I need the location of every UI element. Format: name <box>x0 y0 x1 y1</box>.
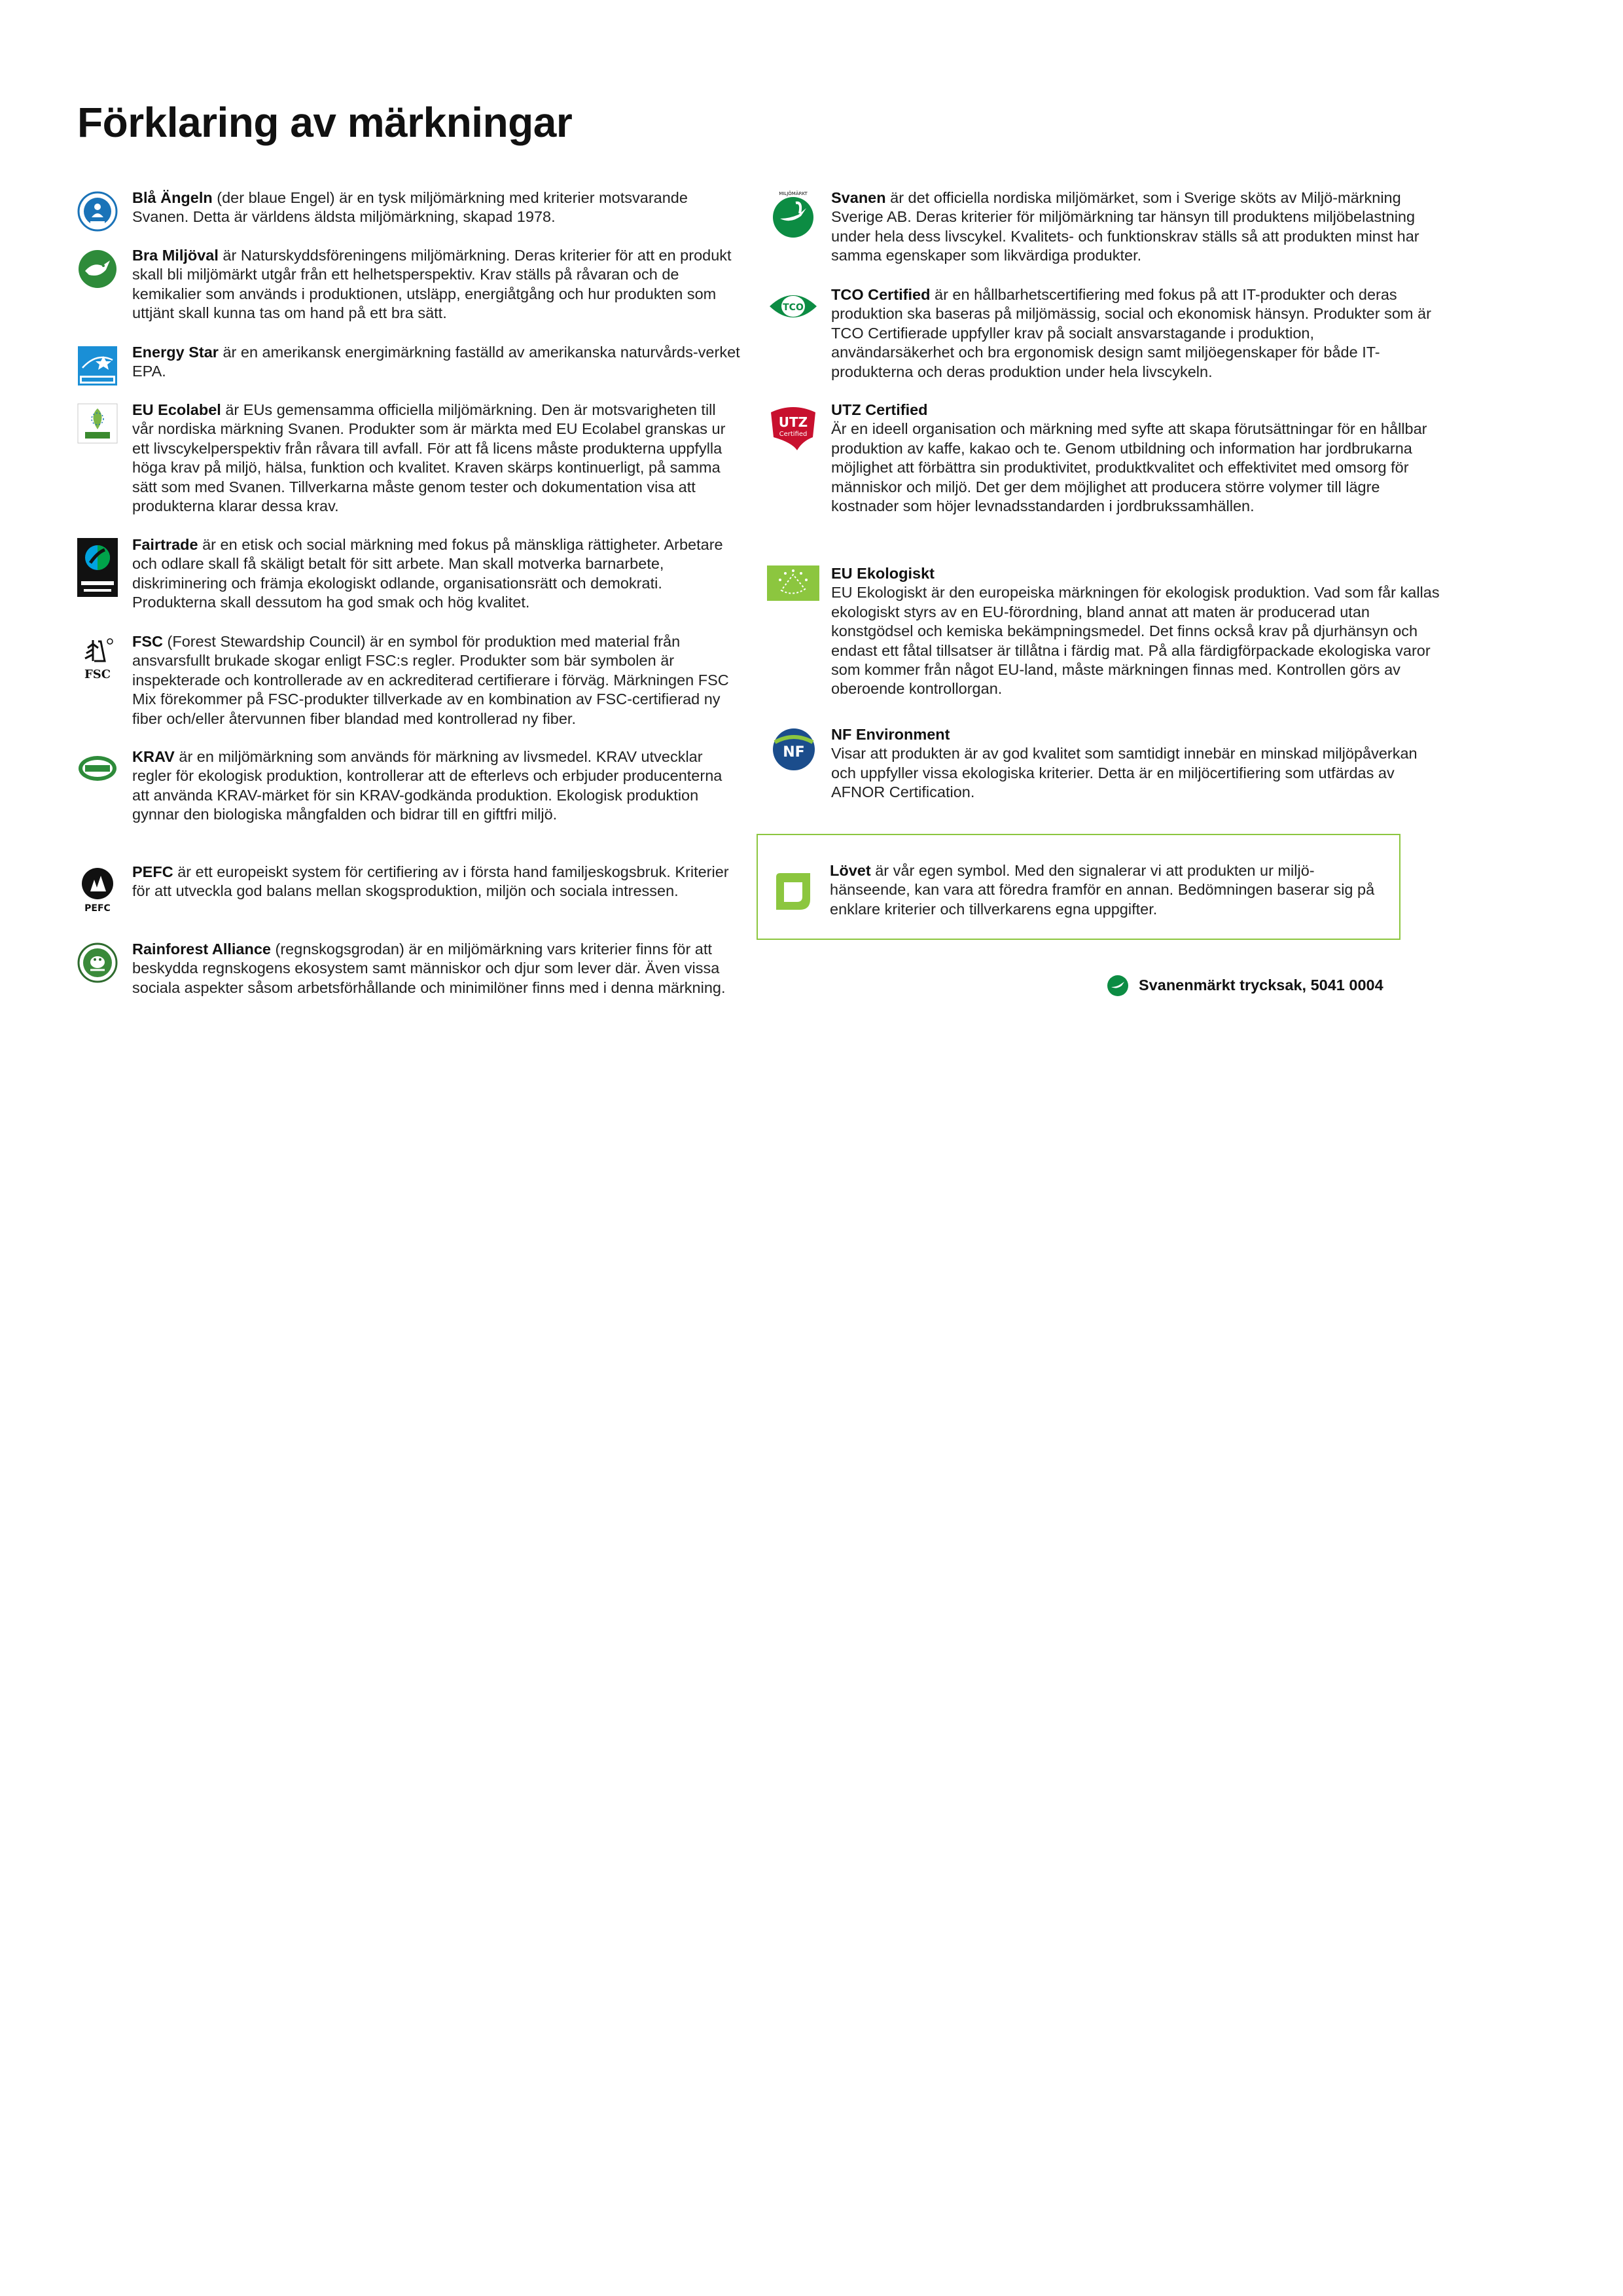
leaf-info-box: Lövet är vår egen symbol. Med den signalerar vi att produkten ur miljö-hänseende, kan vara att föredra framför en annan. Bedömningen baserar sig på enklare kriterier och tillverkarens egna uppgifter. <box>757 834 1400 940</box>
swan-small-icon <box>1106 974 1130 997</box>
entry-svanen: MILJÖMÄRKT Svanen är det officiella nordiska miljömärket, som i Sverige sköts av Miljö-märkning Sverige AB. Deras kriterier för miljömärkning tar hänsyn till produktens miljöbelastning under hela dess livscykel. Kvalitets- och funktionskrav ställs så att produkten minst har samma egenskaper som likvärdiga produkter. <box>776 188 1437 189</box>
blue-angel-icon <box>77 191 118 232</box>
leaf-icon <box>772 870 814 912</box>
entry-nf-environment: NF NF Environment Visar att produkten är av god kvalitet som samtidigt innebär en minskad miljöpåverkan och uppfyller vissa ekologiska kriterier. Detta är en miljöcertifiering som utfärdas av AFNOR Certification. <box>776 725 1437 726</box>
footer-svanen-notice: Svanenmärkt trycksak, 5041 0004 <box>1106 974 1407 1000</box>
utz-certified-icon <box>767 402 819 454</box>
tco-certified-icon <box>767 288 819 325</box>
entry-bla-angeln: Blå Ängeln (der blaue Engel) är en tysk miljömärkning med kriterier motsvarande Svanen. Detta är världens äldsta miljömärkning, skapad 1978. <box>77 188 738 189</box>
svg-text:MILJÖMÄRKT: MILJÖMÄRKT <box>779 191 808 196</box>
entry-eu-ekologiskt: EU Ekologiskt EU Ekologiskt är den europeiska märkningen för ekologisk produktion. Vad som får kallas ekologiskt styrs av en EU-förordning, bland annat att maten är producerad utan konstgödsel och kemiska bekämpningsmedel. Det finns också krav på djurhänsyn och endast ett fåtal tillsatser är tillåtna i färdig mat. På alla färdigförpackade ekologiska varor som kommer från något EU-land, måste märkningen finnas med. Kontrollen görs av oberoende kontrollorgan. <box>776 564 1437 565</box>
entry-energy-star: Energy Star är en amerikansk energimärkning faställd av amerikanska naturvårds-verket EPA. <box>77 343 738 344</box>
bra-miljoval-icon <box>77 249 118 289</box>
entry-fsc: FSC FSC (Forest Stewardship Council) är en symbol för produktion med material från ansvarsfullt brukade skogar enligt FSC:s regler. Produkter som bär symbolen är inspekterade och kontrollerade av en ackrediterad certifierare i förväg. Märkningen FSC Mix förekommer på FSC-produkter tillverkade av en kombination av FSC-certifierad ny fiber och/eller återvunnen fiber blandad med kontrollerad ny fiber. <box>77 632 738 633</box>
fairtrade-icon <box>77 538 118 597</box>
nf-environment-icon <box>771 726 817 772</box>
pefc-icon <box>77 865 118 915</box>
entry-tco-certified: TCO TCO Certified är en hållbarhetscertifiering med fokus på att IT-produkter och deras produktion ska baseras på miljömässig, social och ekonomisk hänsyn. Produkter som är TCO Certifierade uppfyller krav på socialt ansvarstagande i produktion, användarsäkerhet och bra ergonomisk design samt miljöegenskaper för både IT-produkterna och deras produktion under hela livscykeln. <box>776 285 1437 286</box>
entry-krav: KRAV är en miljömärkning som används för märkning av livsmedel. KRAV utvecklar regler för ekologisk produktion, kontrollerar att de efterlevs och erbjuder producenterna att använda KRAV-märket för sin KRAV-godkända produktion. Ekologisk produktion gynnar den biologiska mångfalden och bidrar till en giftfri miljö. <box>77 747 738 748</box>
svg-text:PEFC: PEFC <box>84 903 111 914</box>
rainforest-alliance-icon <box>77 942 118 983</box>
fsc-icon <box>77 635 118 682</box>
svanen-icon <box>767 188 819 241</box>
entry-bra-miljoval: Bra Miljöval är Naturskyddsföreningens miljömärkning. Deras kriterier för att en produkt skall bli miljömärkt utgår från ett helhetsperspektiv. Krav ställs på råvaran och de kemikalier som används i produktionen, utsläpp, energiåtgång och hur produkten som uttjänt skall kunna tas om hand på ett bra sätt. <box>77 246 738 247</box>
eu-organic-icon <box>767 565 819 601</box>
svg-text:UTZ: UTZ <box>778 414 808 430</box>
energy-star-icon <box>77 346 118 386</box>
svg-text:FSC: FSC <box>84 668 111 681</box>
svg-text:NF: NF <box>783 744 805 761</box>
entry-rainforest-alliance: Rainforest Alliance (regnskogsgrodan) är en miljömärkning vars kriterier finns för att beskydda regnskogens ekosystem samt människor och djur som lever där. Även vissa sociala aspekter såsom arbetsförhållande och minimilöner finns med i denna märkning. <box>77 940 738 941</box>
page-title: Förklaring av märkningar <box>77 99 573 146</box>
svg-text:TCO: TCO <box>783 302 804 313</box>
svg-text:Certified: Certified <box>779 431 808 438</box>
krav-icon <box>77 754 118 783</box>
entry-fairtrade: Fairtrade är en etisk och social märkning med fokus på mänskliga rättigheter. Arbetare och odlare skall få skäligt betalt för sitt arbete. Man skall motverka barnarbete, diskriminering och främja ekologiskt odlande, organisationsrätt och demokrati. Produkterna skall dessutom ha god smak och hög kvalitet. <box>77 535 738 536</box>
eu-ecolabel-icon <box>77 403 118 444</box>
